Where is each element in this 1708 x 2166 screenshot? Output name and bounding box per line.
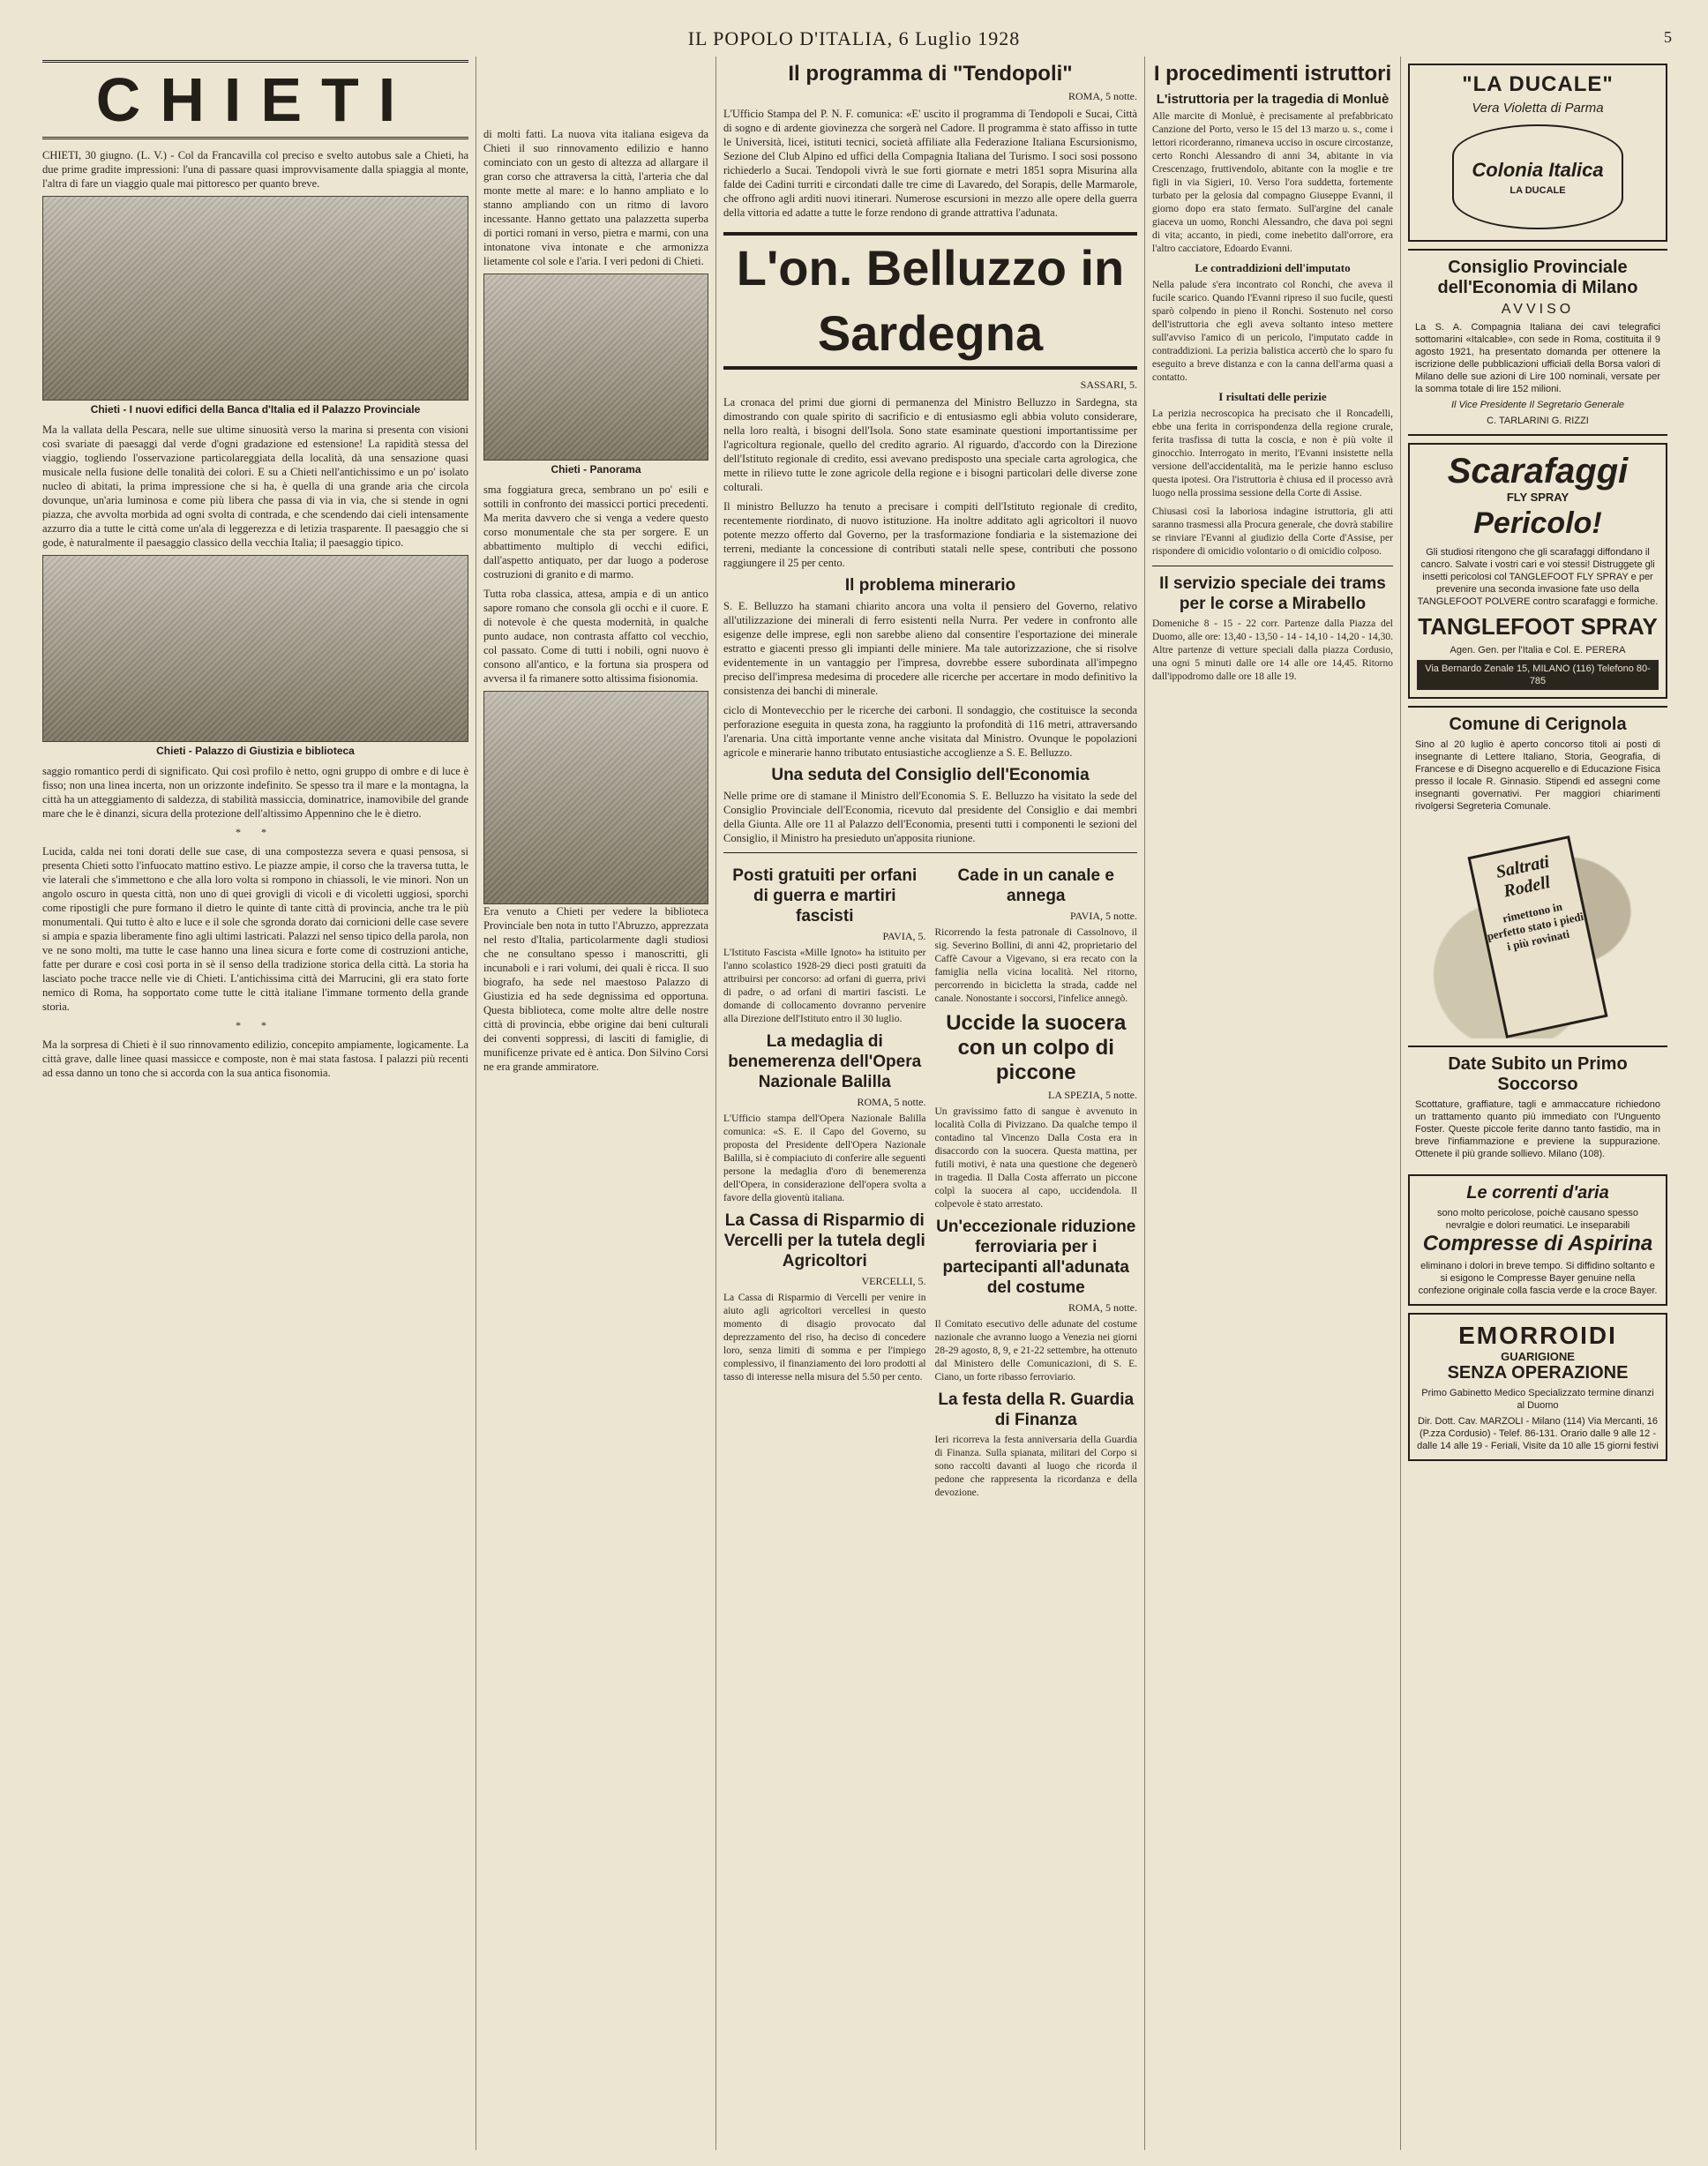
ad-tanglefoot — [1408, 443, 1667, 699]
headline-cade-canale: Cade in un canale e annega — [957, 866, 1114, 905]
ad-tanglefoot-text: Gli studiosi ritengono che gli scarafaggi diffondano il cancro. Salvate i vostri cari e voi stessi! Distruggete gli insetti pericolosi col TANGLEFOOT FLY SPRAY e per prevenire una seconda invasione fate uso della TANGLEFOOT POLVERE contro scarafaggi e formiche. — [1417, 547, 1659, 607]
headline-posti-gratuiti: Posti gratuiti per orfani di guerra e martiri fascisti — [732, 866, 918, 926]
ad-ducale-sub: Vera Violetta di Parma — [1472, 101, 1604, 116]
headline-cassa-risparmio: La Cassa di Risparmio di Vercelli per la tutela degli Agricoltori — [723, 1211, 925, 1270]
column-ads — [1401, 56, 1674, 2150]
text-cassa-risparmio: La Cassa di Risparmio di Vercelli per venire in aiuto agli agricoltori vercellesi in questo momento di disagio provocato dal deprezzamento del riso, ha deciso di concedere loro, senza limiti di somma e per l'impiego complessivo, il finanziamento dei loro prodotti al tasso di interesse nella misura del 5.50 per cento. — [723, 1293, 926, 1383]
headline-belluzzo: L'on. Belluzzo in Sardegna — [723, 232, 1137, 370]
ad-emorroidi-sub: GUARIGIONE — [1501, 1350, 1575, 1363]
ad-primo-soccorso-text: Scottature, graffiature, tagli e ammaccature richiedono un trattamento quanto più immediato con l'Unguento Foster. Queste piccole ferite danno tanto fastidio, ma in breve l'infiammazione e previene la suppurazione. Ottenete il più grande sollievo. Milano (108). — [1415, 1099, 1660, 1159]
text-tendopoli: L'Ufficio Stampa del P. N. F. comunica: «E' uscito il programma di Tendopoli e Sucai, Città di sogno e di ardente giovinezza che sorgerà nel Cadore. Il programma è stato affisso in tutte le Università, licei, istituti tecnici, società affiliate alla Federazione Italiana Escursionismo, Sezione del Club Alpino ed uffici della Compagnia Italiana del Turismo. I soci sosi possono richiederlo a Sucai. Tendopoli vivrà le sue forti giornate e metri 1851 sopra Misurina alla falde dei Cadini turriti e circondati dalle tre cime di Lavaredo, del Sorapis, delle Marmarole, che offrono agli arditi nuovi itinerari. Numerose escursioni in mezzo alle opere della guerra della vittoria ed adatte a tutte le forze rendono di grande attrattiva l'adunata. — [723, 108, 1137, 219]
notice-avviso: AVVISO — [1501, 302, 1575, 317]
subhead-problema-minerario: Il problema minerario — [844, 576, 1016, 595]
chieti-text-3: Lucida, calda nei toni dorati delle sue case, di una compostezza severa e quasi pensosa, si presenta Chieti sotto l'infuocato mattino estivo. Le piazze ampie, il corso che la traversa tutta, le vie laterali che s'immettono e che alla loro volta si rompono in chiassoli, le vie minori. Non un angolo oscuro in questa città, non uno di quei grovigli di vicoli e di vicoletti uggiosi, sporchi come ripostigli che pure formano il dietro le quinte di tante città di provincia, anche tra le più monumentali. Qui tutto è alto e luce e il sole che sgronda dorato dai cornicioni delle case severe si ampia e spazia liberamente fino agli ultimi lastricati. Palazzi nel senso tipico della parola, non ve ne sono molti, ma tutte le case hanno una linea sicura e forte come di costruzioni antiche, fatte per durare e così così porta in sè il senso della tradizione storica della città. La storia ha lasciato poche tracce nelle vie di Chieti. L'antichissima città dei Marrucini, gli era stato forte nemico di Roma, ha sopportato come tutte le città italiane l'immane tormento della grande storia. — [42, 845, 468, 1013]
photo-caption-panorama: Chieti - Panorama — [551, 463, 641, 476]
text-problema-minerario: S. E. Belluzzo ha stamani chiarito ancora una volta il pensiero del Governo, relativo all'utilizzazione dei minerali di ferro esistenti nella Nurra. Per vedere in confronto alle esigenze delle imprese, egli non sarebbe alieno dal consentire l'esportazione dei minerale estratto e giacenti presso gli impianti delle miniere. Ma tale autorizzazione, che si risolve evidentemente in un vantaggio per l'impresa, dovrebbe essere subordinata all'impegno preciso dell'impresa medesima di procedere alle ricerche per accertare in modo definitivo la consistenza dei banchi di minerale. — [723, 600, 1137, 697]
text-riduzione-ferroviaria: Il Comitato esecutivo delle adunate del costume nazionale che avranno luogo a Venezia nei giorni 28-29 agosto, 8, 9, e 21-22 settembre, ha ottenuto dal Ministero delle Comunicazioni, di S. E. Ciano, un forte ribasso ferroviario. — [934, 1319, 1137, 1383]
chieti-text-4: Ma la sorpresa di Chieti è il suo rinnovamento edilizio, concepito ampiamente, logicamente. La città grave, dalle linee quasi massicce e composte, non è mai stata fastosa. I palazzi più recenti ad essa danno un tono che si accorda con la sua antica fisonomia. — [42, 1038, 468, 1079]
ad-tanglefoot-address: Via Bernardo Zenale 15, MILANO (116) Telefono 80-785 — [1417, 660, 1659, 690]
divider — [723, 852, 1137, 853]
ad-scarafaggi-title: Scarafaggi — [1447, 452, 1629, 491]
subhead-perizie: I risultati delle perizie — [1218, 390, 1327, 403]
ad-emorroidi — [1408, 1313, 1667, 1461]
photo-caption-banca: Chieti - I nuovi edifici della Banca d'Italia ed il Palazzo Provinciale — [90, 403, 421, 416]
chieti-intro: CHIETI, 30 giugno. (L. V.) - Col da Francavilla col preciso e svelto autobus sale a Chieti, ha due prime gradite impressioni: l'una di passare quasi improvvisamente dalla spiaggia al monte, l'altra di fare un viaggio quale mai pittoresco per quanto breve. — [42, 149, 468, 190]
text-monlue-1: Alle marcite di Monluè, è precisamente al prefabbricato Canzione del Porto, verso le 15 del 13 marzo u. s., come i lettori ricorderanno, rimaneva ucciso in oscure circostanze, certo Ronchi Alessandro di anni 34, abitante in via Crescenzago, fruttivendolo, abitante con la moglie e tre figli in via Sigieri, 10. Verso l'ora suddetta, fortemente turbato per la gelosia dal compagno Giuseppe Evanni, il giorno dopo era stato fermato. Sull'argine del canale giaceva un uomo, Ronchi Alessandro, che dava poi segni di vita; accanto, in piedi, come inebetito dall'orrore, era l'altro cacciatore, Edoardo Evanni. — [1152, 111, 1393, 254]
masthead-title: IL POPOLO D'ITALIA, 6 Luglio 1928 — [687, 27, 1021, 49]
ad-ducale-bottle-label — [1452, 124, 1623, 229]
ad-aspirina-brand: Compresse di Aspirina — [1422, 1232, 1653, 1255]
text-belluzzo-b: Il ministro Belluzzo ha tenuto a precisare i compiti dell'Istituto regionale di credito, recentemente riordinato, di nuovo istituzione. Ha inoltre additato agli agricoltori il nuovo potente mezzo offerto dal Governo, per la trasformazione fondiaria e la sistemazione dei terreni, mediante la concessione di contributi statali nelle spese, contributi che possono raggiungere il 25 per cento. — [723, 500, 1137, 569]
ad-la-ducale — [1408, 64, 1667, 242]
dateline-tendopoli: ROMA, 5 notte. — [1068, 90, 1137, 102]
news-right — [935, 860, 1138, 1505]
column-chieti — [35, 56, 476, 2150]
headline-seduta-consiglio: Una seduta del Consiglio dell'Economia — [771, 766, 1090, 784]
text-uccide-suocera: Un gravissimo fatto di sangue è avvenuto in località Colla di Pivizzano. Da qualche tempo il contadino tal Vincenzo Dalla Costa era in disaccordo con la suocera. Questa mattina, per futili motivi, è nata una questione che degenerò in tragedia. Il Dalla Costa afferrato un piccone colpì la suocera al capo, uccidendola. Il colpevole è stato arrestato. — [934, 1106, 1137, 1210]
headline-tendopoli: Il programma di "Tendopoli" — [788, 62, 1073, 86]
headline-riduzione-ferroviaria: Un'eccezionale riduzione ferroviaria per i partecipanti all'adunata del costume — [936, 1218, 1136, 1297]
ad-primo-soccorso — [1408, 1046, 1667, 1167]
headline-medaglia: La medaglia di benemerenza dell'Opera Nazionale Balilla — [728, 1032, 922, 1091]
notice-cerignola-title: Comune di Cerignola — [1449, 715, 1627, 734]
photo-caption-giustizia: Chieti - Palazzo di Giustizia e biblioteca — [156, 745, 355, 757]
ad-emorroidi-text: Primo Gabinetto Medico Specializzato termine dinanzi al Duomo — [1421, 1388, 1654, 1411]
text-belluzzo-c: ciclo di Montevecchio per le ricerche dei carboni. Il sondaggio, che costituisce la seconda perforazione eseguita in questa zona, ha raggiunto la profondità di 116 metri, attraversando l'arenaria. Una città importante venne anche visitata dal Ministro. Ovunque le popolazioni agricole e minerarie hanno tributato entusiastiche accoglienze a S. E. Belluzzo. — [723, 704, 1137, 759]
text-monlue-4: Chiusasi così la laboriosa indagine istruttoria, gli atti saranno trasmessi alla Procura generale, che dovrà stabilire se rinviare l'Evanni al giudizio della Corte d'Assise, per rispondere di omicidio volontario o di omicidio colposo. — [1152, 506, 1393, 557]
photo-palazzo-giustizia — [42, 555, 468, 742]
notice-cerignola — [1408, 706, 1667, 820]
text-seduta-consiglio: Nelle prime ore di stamane il Ministro dell'Economia S. E. Belluzzo ha visitato la sede del Consiglio Provinciale dell'Economia, ricevuto dal presidente del Consiglio e dai membri della Giunta. Alle ore 11 al Palazzo dell'Economia, presenti tutti i componenti le sezioni del Consiglio, il Ministro ha presieduto un'apposita riunione. — [723, 790, 1137, 844]
ad-saltrati-label: rimettono in perfetto stato i piedi i più rovinati — [1486, 899, 1585, 954]
chieti-col2-text-1: di molti fatti. La nuova vita italiana esigeva da Chieti il suo rinnovamento edilizio e hanno cominciato con un gesto di altezza ad allargare il gran corso che attraversa la città, l'arteria che dal monte mette al mare: e lo hanno ampliato e lo stanno ampliando con un ritmo di lavoro incessante. Hanno gettato una palazzetta superba di portici romani in verso, pietra e marmi, con una intonatone viva intonate e che armonizza lietamente col sole e l'aria. I veri pedoni di Chieti. — [483, 128, 708, 267]
ad-emorroidi-brand: EMORROIDI — [1458, 1322, 1617, 1349]
ad-aspirina-title: Le correnti d'aria — [1466, 1183, 1609, 1203]
masthead — [35, 23, 1673, 55]
photo-panorama — [483, 274, 708, 461]
photo-banca-italia — [42, 196, 468, 401]
page-number: 5 — [1664, 28, 1673, 46]
ad-saltrati-box — [1468, 836, 1608, 1038]
column-news — [716, 56, 1145, 2150]
text-posti-gratuiti: L'Istituto Fascista «Mille Ignoto» ha istituito per l'anno scolastico 1928-29 dieci posti gratuiti da attribuirsi per concorso: ad orfani di guerra, privi di padre, o ad orfani di martiri fascisti. Le domande di collocamento dovranno pervenire alla Direzione dell'Istituto entro il 30 luglio. — [723, 948, 926, 1024]
column-tribunali — [1145, 56, 1401, 2150]
ad-ducale-seal-label: LA DUCALE — [1509, 184, 1566, 196]
notice-consiglio-text: La S. A. Compagnia Italiana dei cavi telegrafici sottomarini «Italcable», con sede in Roma, costituita il 9 agosto 1921, ha presentato domanda per ottenere la iscrizione delle pubblicazioni ufficiali della Borsa valori di Milano delle sue azioni di Lire 100 nominali, versate per la somma totale di lire 152 milioni. — [1415, 322, 1660, 394]
photo-piazza-teatro — [483, 691, 708, 904]
headline-guardia-finanza: La festa della R. Guardia di Finanza — [938, 1390, 1135, 1429]
subhead-monlue: L'istruttoria per la tragedia di Monluè — [1156, 92, 1390, 107]
headline-procedimenti: I procedimenti istruttori — [1153, 62, 1392, 86]
notice-consiglio-sign: Il Vice Presidente Il Segretario Generale — [1450, 400, 1625, 410]
subhead-contraddizioni: Le contraddizioni dell'imputato — [1195, 261, 1351, 274]
chieti-col2-text-4: Era venuto a Chieti per vedere la biblioteca Provinciale ben nota in tutto l'Abruzzo, apprezzata nel resto d'Italia, particolarmente dagli studiosi che ne consultano spesso i manoscritti, gli incunaboli e i rari volumi, dei quali è ricca. Il suo biografo, ha sede nel maestoso Palazzo di Giustizia ed ha sede degnissima ed opportuna. Questa biblioteca, come molte altre delle nostre città di provincia, ebbe origine dai beni culturali dei conventi soppressi, di lasciti di famiglie, di munificenze private ed è antica. Don Silvino Corsi ne era grande ammiratore. — [483, 905, 708, 1073]
news-row — [723, 860, 1137, 1505]
ad-pericolo: Pericolo! — [1473, 506, 1602, 540]
text-cade-canale: Ricorrendo la festa patronale di Cassolnovo, il sig. Severino Bollini, di anni 42, proprietario del Caffè Cavour a Vigevano, si era recato con la famiglia nella vicina località. Nel ritorno, percorrendo in bicicletta la strada, cadde nel canale. Nonostante i soccorsi, l'infelice annegò. — [934, 927, 1137, 1004]
news-left — [723, 860, 926, 1505]
section-title-chieti: CHIETI — [42, 60, 468, 139]
ad-tanglefoot-agent: Agen. Gen. per l'Italia e Col. E. PERERA — [1450, 645, 1626, 656]
headline-trams-mirabello: Il servizio speciale dei trams per le corse a Mirabello — [1159, 574, 1386, 613]
notice-consiglio-names: C. TARLARINI G. RIZZI — [1487, 416, 1589, 426]
ad-aspirina-text: eliminano i dolori in breve tempo. Si diffidino soltanto e si esigono le Compresse Bayer genuine nella confezione originale colla fascia verde e la croce Bayer. — [1418, 1261, 1658, 1296]
notice-consiglio-title: Consiglio Provinciale dell'Economia di Milano — [1437, 258, 1638, 297]
ad-emorroidi-title: SENZA OPERAZIONE — [1447, 1363, 1629, 1383]
ad-aspirina — [1408, 1174, 1667, 1306]
text-belluzzo-a: La cronaca del primi due giorni di permanenza del Ministro Belluzzo in Sardegna, sta dimostrando con quale spirito di sacrificio e di entusiasmo egli abbia voluto considerare, nella loro realtà, i bisogni dell'Isola. Sono state esaminate questioni importantissime per l'agricoltura regionale, quello del credito agrario. Al riguardo, d'accordo con la Direzione dell'Istituto regionale di credito, essi avevano predisposto una speciale carta agrologica, che mette in rilievo tutte le zone agricole della regione e i bisogni particolari delle diverse zone colturali. — [723, 396, 1137, 493]
text-monlue-3: La perizia necroscopica ha precisato che il Roncadelli, ebbe una ferita in corrispondenza della regione crurale, ferita trasfissa di tutta la coscia, e non è più volte il ginocchio. Interrogato in merito, l'Evanni insistette nella versione dell'accidentalità, ma le perizie hanno escluso questa ipotesi. Ora l'istruttoria è chiusa ed il processo avrà luogo nella prossima sessione della Corte di Assise. — [1152, 408, 1393, 498]
chieti-text-2: saggio romantico perdi di significato. Qui così profilo è netto, ogni gruppo di ombre e di luce è fisso; non una linea incerta, non un orizzonte indefinito. Se spesso tra il mare e la montagna, la città ha un atteggiamento di saldezza, di stabilità massiccia, dominatrice, inamovibile del grande mare che le è dinanzi, sicura della protezione dell'altissimo Appennino che le è dietro. — [42, 765, 468, 820]
ad-tanglefoot-brand: TANGLEFOOT SPRAY — [1418, 613, 1658, 640]
ad-ducale-title: "LA DUCALE" — [1462, 72, 1614, 96]
ad-fly-spray-label: FLY SPRAY — [1506, 491, 1569, 504]
dateline-cade-canale: PAVIA, 5 notte. — [1069, 910, 1137, 922]
notice-consiglio-economia — [1408, 249, 1667, 436]
dateline-uccide-suocera: LA SPEZIA, 5 notte. — [1048, 1089, 1137, 1101]
ad-saltrati-rodell — [1408, 827, 1667, 1038]
text-trams-mirabello: Domeniche 8 - 15 - 22 corr. Partenze dalla Piazza del Duomo, alle ore: 13,40 - 13,50 - 14 - 14,10 - 14,20 - 14,30. Altre partenze di vetture speciali dalla piazza Cordusio, una ogni 5 minuti dalle ore 14 alle ore 14,45. Ritorno dall'ippodromo dalle ore 18 alle 19. — [1152, 618, 1393, 682]
text-monlue-2: Nella palude s'era incontrato col Ronchi, che aveva il fucile scarico. Quando l'Evanni ripreso il suo fucile, questi sparò colpendo in pieno il Ronchi. Sostenuto nel corso dell'istruttoria che egli aveva soltanto inteso mettere sull'avviso l'amico di un pericolo, l'imputato cadde in contraddizioni. La perizia balistica accertò che lo sparo fu eseguito a breve distanza e con la canna dell'arma quasi a contatto. — [1152, 280, 1393, 383]
ad-aspirina-sub: sono molto pericolose, poichè causano spesso nevralgie e dolori reumatici. Le inseparabili — [1436, 1208, 1639, 1231]
section-separator-2: * * — [236, 1019, 275, 1031]
ad-emorroidi-address: Dir. Dott. Cav. MARZOLI - Milano (114) Via Mercanti, 16 (P.zza Cordusio) - Telef. 86-131. Orario dalle 9 alle 12 - dalle 14 alle 19 - Feriali, Visite da 10 alle 15 giorni festivi — [1417, 1416, 1659, 1451]
text-medaglia: L'Ufficio stampa dell'Opera Nazionale Balilla comunica: «S. E. il Capo del Governo, su proposta del Presidente dell'Opera Nazionale Balilla, si è compiaciuto di conferire alle seguenti persone la medaglia d'oro di benemerenza dell'Opera, in considerazione dell'opera svolta a favore della gioventù italiana. — [723, 1113, 926, 1203]
chieti-text-1: Ma la vallata della Pescara, nelle sue ultime sinuosità verso la marina si presenta con visioni così svariate di paesaggi dal verde d'ogni gradazione ed estensione! La rapidità stessa del viaggio, togliendo l'osservazione particolareggiata della località, dà una sensazione quasi musicale nella fusione delle tonalità dei colori. E su a Chieti nell'antichissimo e un po' isolato nucleo di abitati, la prima impressione che si ha, è quella di una grande aria che circola dovunque, un'aria luminosa e come più libera che passa di via in via, che si stende in ogni piazza, che avvolta morbida ad ogni svolta di contrada, e che scendendo dai cieli intensamente azzurro dia a tutte le città come un'ala di leggerezza e di letizia trasparente. Il paesaggio che si gode, è naturalmente il paesaggio classico della vecchia Italia; il paesaggio tipico. — [42, 423, 468, 549]
ad-saltrati-brand: Saltrati Rodell — [1494, 851, 1553, 902]
chieti-col2-text-3: Tutta roba classica, attesa, ampia e di un antico sapore romano che consola gli occhi e il cuore. E di notevole è che questa modernità, in qualche punto audace, non contrasta affatto col vecchio, col passato. Come di tutti i nobili, ogni nuovo è consono all'antico, e la fortuna sia prospera od avversa il fa rimanere sotto altissima fisionomia. — [483, 588, 708, 685]
chieti-col2-text-2: sma foggiatura greca, sembrano un po' esili e sottili in confronto dei massicci portici precedenti. Ma merita davvero che si venga a vedere questo corso monumentale che sta per sorgere. E un abbattimento multiplo di vecchi edifici, dall'aspetto antiquato, per dar luogo a poderose costruzioni di granito e di marmo. — [483, 483, 708, 581]
dateline-medaglia: ROMA, 5 notte. — [857, 1096, 926, 1108]
ad-ducale-seal-text: Colonia Italica — [1472, 158, 1604, 181]
column-chieti-continued — [476, 56, 716, 2150]
notice-cerignola-text: Sino al 20 luglio è aperto concorso titoli ai posti di insegnante di Lettere Italiano, Storia, Geografia, di Francese e di Disegno acquerello e di Educazione Fisica presso il locale R. Ginnasio. Stipendi ed assegni come insegnanti governativi. Per maggiori chiarimenti rivolgersi Segreteria Comunale. — [1415, 739, 1660, 812]
dateline-posti-gratuiti: PAVIA, 5. — [882, 930, 926, 942]
ad-primo-soccorso-title: Date Subito un Primo Soccorso — [1448, 1054, 1628, 1094]
text-guardia-finanza: Ieri ricorreva la festa anniversaria della Guardia di Finanza. Sulla spianata, militari del Corpo si sono raccolti davanti al luogo che ricorda il pedone che rappresenta la ricordanza e della devozione. — [934, 1435, 1137, 1498]
dateline-cassa-risparmio: VERCELLI, 5. — [861, 1275, 926, 1287]
dateline-belluzzo: SASSARI, 5. — [1080, 378, 1137, 391]
dateline-riduzione-ferroviaria: ROMA, 5 notte. — [1068, 1301, 1137, 1314]
section-separator: * * — [236, 826, 275, 838]
headline-uccide-suocera: Uccide la suocera con un colpo di piccone — [946, 1011, 1127, 1084]
